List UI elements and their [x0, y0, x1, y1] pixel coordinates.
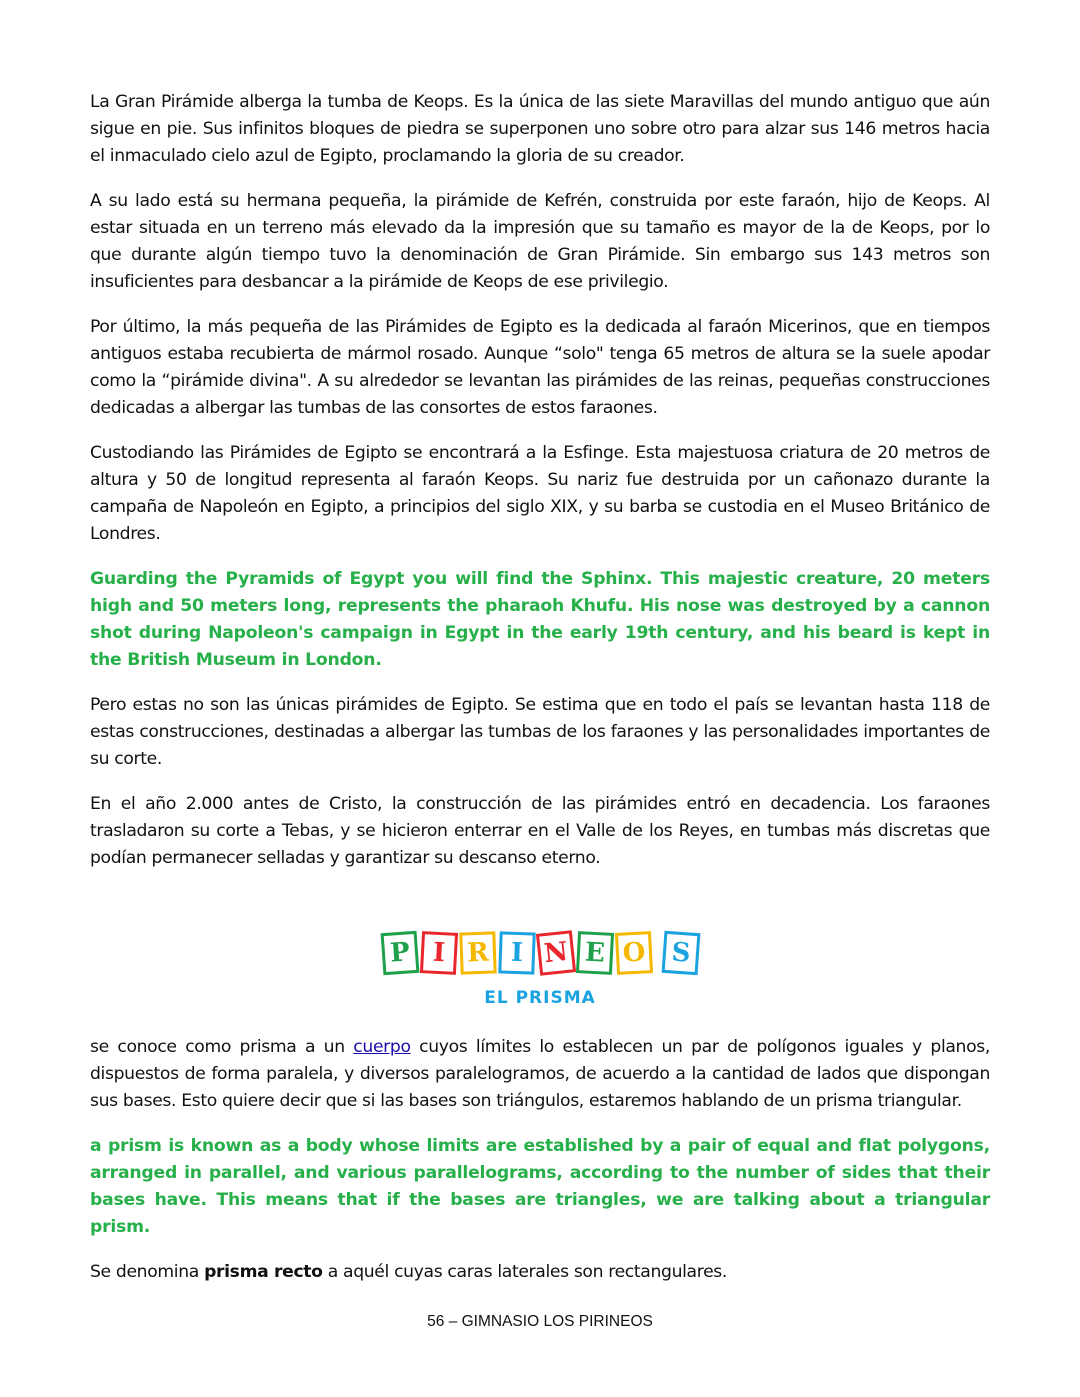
logo-letter-block: E — [575, 931, 613, 975]
paragraph-decadence: En el año 2.000 antes de Cristo, la construcción de las pirámides entró en decadencia. Los faraones trasladaron su corte a Tebas, y se hicieron enterrar en el Valle de los Reyes, en tumbas más discretas que podían permanecer selladas y garantizar su descanso eterno. — [90, 794, 990, 868]
pirineos-logo — [90, 932, 990, 974]
recto-bold-term: prisma recto — [204, 1262, 323, 1282]
paragraph-prism — [90, 1034, 990, 1115]
paragraph-kefren: A su lado está su hermana pequeña, la pirámide de Kefrén, construida por este faraón, hijo de Keops. Al estar situada en un terreno más elevado da la impresión que su tamaño es mayor de la de Keops, por lo que durante algún tiempo tuvo la denominación de Gran Pirámide. Sin embargo sus 143 metros son insuficientes para desbancar a la pirámide de Keops de ese privilegio. — [90, 191, 990, 292]
prism-text-before: se conoce como prisma a un — [90, 1037, 354, 1057]
prism-text-after: cuyos límites lo establecen un par de polígonos iguales y planos, dispuestos de forma paralela, y diversos paralelogramos, de acuerdo a la cantidad de lados que dispongan sus bases. Esto quiere decir que si las bases son triángulos, estaremos hablando de un prisma triangular. — [90, 1037, 990, 1111]
section-title: EL PRISMA — [484, 988, 596, 1008]
paragraph-micerinos: Por último, la más pequeña de las Pirámides de Egipto es la dedicada al faraón Micerinos, que en tiempos antiguos estaba recubierta de mármol rosado. Aunque “solo" tenga 65 metros de altura se la suele apodar como la “pirámide divina". A su alrededor se levantan las pirámides de las reinas, pequeñas construcciones dedicadas a albergar las tumbas de las consortes de estos faraones. — [90, 317, 990, 418]
logo-letter-block: N — [535, 930, 575, 976]
logo-letter-block: I — [419, 931, 457, 975]
logo-letter-block: R — [459, 931, 496, 974]
page-content — [90, 89, 990, 1304]
cuerpo-link[interactable]: cuerpo — [353, 1037, 411, 1057]
recto-text-before: Se denomina — [90, 1262, 205, 1282]
recto-text-after: a aquél cuyas caras laterales son rectangulares. — [322, 1262, 728, 1282]
logo-letter-block: O — [614, 931, 652, 975]
page-footer: 56 – GIMNASIO LOS PIRINEOS — [427, 1313, 653, 1330]
paragraph-prisma-recto — [90, 1259, 990, 1286]
paragraph-other-pyramids: Pero estas no son las únicas pirámides de Egipto. Se estima que en todo el país se levantan hasta 118 de estas construcciones, destinadas a albergar las tumbas de los faraones y las personalidades importantes de su corte. — [90, 695, 990, 769]
paragraph-sphinx-english: Guarding the Pyramids of Egypt you will find the Sphinx. This majestic creature, 20 meters high and 50 meters long, represents the pharaoh Khufu. His nose was destroyed by a cannon shot during Napoleon's campaign in Egypt in the early 19th century, and his beard is kept in the British Museum in London. — [90, 569, 990, 670]
paragraph-keops: La Gran Pirámide alberga la tumba de Keops. Es la única de las siete Maravillas del mundo antiguo que aún sigue en pie. Sus infinitos bloques de piedra se superponen uno sobre otro para alzar sus 146 metros hacia el inmaculado cielo azul de Egipto, proclamando la gloria de su creador. — [90, 92, 990, 166]
logo-letter-block: I — [498, 931, 535, 974]
paragraph-prism-english: a prism is known as a body whose limits are established by a pair of equal and flat polygons, arranged in parallel, and various parallelograms, according to the number of sides that their bases have. This means that if the bases are triangles, we are talking about a triangular prism. — [90, 1136, 990, 1237]
paragraph-esfinge: Custodiando las Pirámides de Egipto se encontrará a la Esfinge. Esta majestuosa criatura de 20 metros de altura y 50 de longitud representa al faraón Keops. Su nariz fue destruida por un cañonazo durante la campaña de Napoleón en Egipto, a principios del siglo XIX, y su barba se custodia en el Museo Británico de Londres. — [90, 443, 990, 544]
logo-letter-block: S — [661, 931, 700, 975]
logo-letter-block: P — [380, 931, 419, 975]
